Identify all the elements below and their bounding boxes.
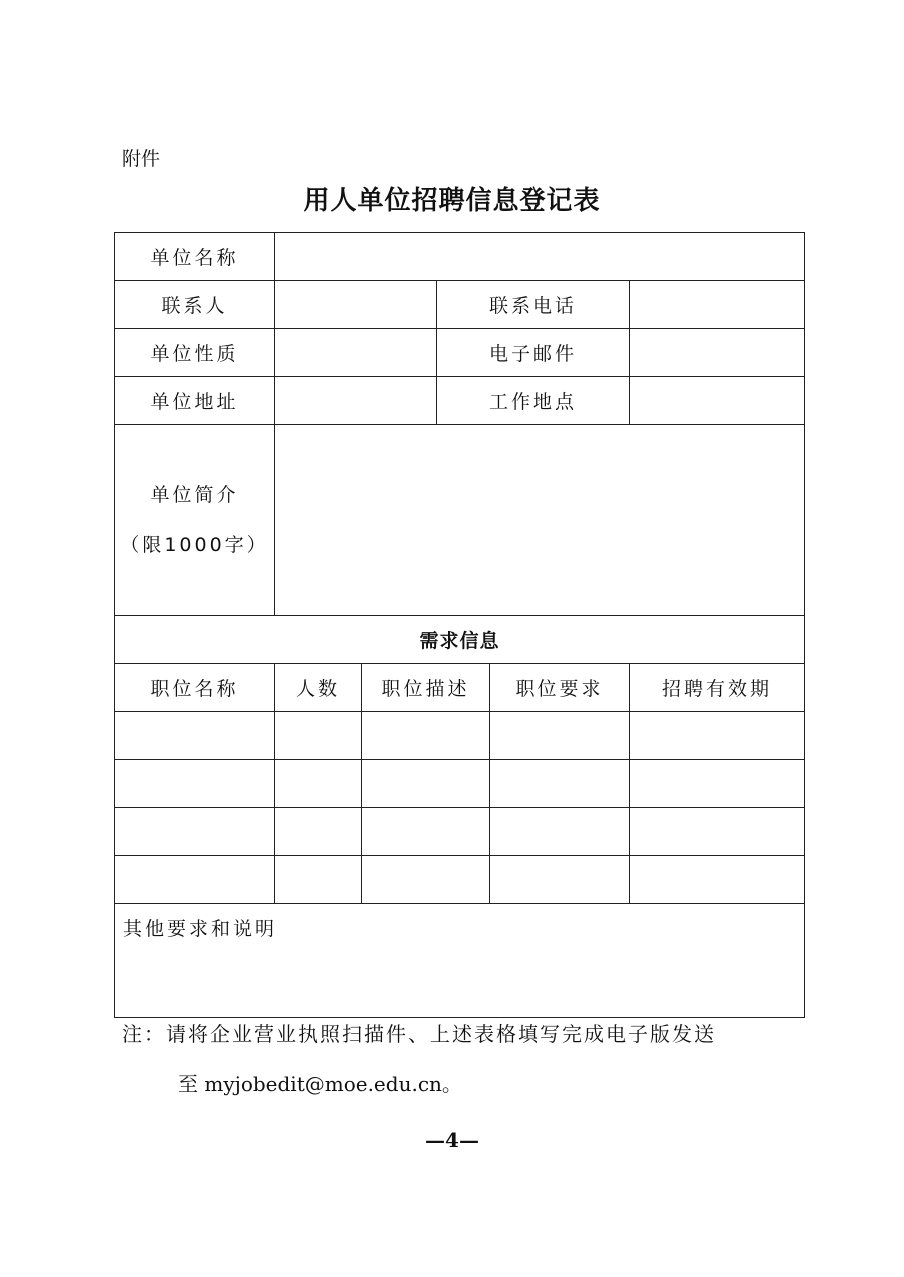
headcount-cell[interactable] xyxy=(275,712,362,760)
column-header: 职位描述 xyxy=(362,664,490,712)
registration-table xyxy=(114,232,805,1018)
requirement-cell[interactable] xyxy=(490,808,630,856)
workplace-field[interactable] xyxy=(630,377,805,425)
demand-section-title: 需求信息 xyxy=(115,616,805,664)
position-cell[interactable] xyxy=(115,856,275,904)
column-header: 职位要求 xyxy=(490,664,630,712)
column-header: 人数 xyxy=(275,664,362,712)
workplace-label: 工作地点 xyxy=(437,377,630,425)
form-title: 用人单位招聘信息登记表 xyxy=(303,186,601,216)
org-intro-field[interactable] xyxy=(275,425,805,616)
validity-cell[interactable] xyxy=(630,760,805,808)
requirement-cell[interactable] xyxy=(490,712,630,760)
description-cell[interactable] xyxy=(362,808,490,856)
position-cell[interactable] xyxy=(115,808,275,856)
description-cell[interactable] xyxy=(362,712,490,760)
phone-field[interactable] xyxy=(630,281,805,329)
org-name-field[interactable] xyxy=(275,233,805,281)
address-field[interactable] xyxy=(275,377,437,425)
org-intro-title: 单位简介 xyxy=(150,484,239,506)
contact-field[interactable] xyxy=(275,281,437,329)
org-intro-limit: （限1000字） xyxy=(120,534,269,556)
headcount-cell[interactable] xyxy=(275,856,362,904)
table-row xyxy=(115,760,805,808)
table-row xyxy=(115,856,805,904)
column-header: 职位名称 xyxy=(115,664,275,712)
validity-cell[interactable] xyxy=(630,712,805,760)
email-field[interactable] xyxy=(630,329,805,377)
validity-cell[interactable] xyxy=(630,808,805,856)
column-header: 招聘有效期 xyxy=(630,664,805,712)
org-nature-label: 单位性质 xyxy=(115,329,275,377)
email-label: 电子邮件 xyxy=(437,329,630,377)
attachment-label: 附件 xyxy=(122,148,161,170)
note-line-1: 注：请将企业营业执照扫描件、上述表格填写完成电子版发送 xyxy=(122,1022,716,1046)
headcount-cell[interactable] xyxy=(275,808,362,856)
other-requirements-label: 其他要求和说明 xyxy=(123,918,278,940)
requirement-cell[interactable] xyxy=(490,856,630,904)
headcount-cell[interactable] xyxy=(275,760,362,808)
page-number: —4— xyxy=(425,1128,479,1152)
table-row xyxy=(115,808,805,856)
other-requirements-field[interactable] xyxy=(115,904,805,1018)
address-label: 单位地址 xyxy=(115,377,275,425)
phone-label: 联系电话 xyxy=(437,281,630,329)
contact-label: 联系人 xyxy=(115,281,275,329)
description-cell[interactable] xyxy=(362,856,490,904)
org-intro-label xyxy=(115,425,275,616)
org-nature-field[interactable] xyxy=(275,329,437,377)
position-cell[interactable] xyxy=(115,760,275,808)
validity-cell[interactable] xyxy=(630,856,805,904)
org-name-label: 单位名称 xyxy=(115,233,275,281)
description-cell[interactable] xyxy=(362,760,490,808)
note-line-2: 至 myjobedit@moe.edu.cn。 xyxy=(178,1072,462,1096)
position-cell[interactable] xyxy=(115,712,275,760)
table-row xyxy=(115,712,805,760)
requirement-cell[interactable] xyxy=(490,760,630,808)
